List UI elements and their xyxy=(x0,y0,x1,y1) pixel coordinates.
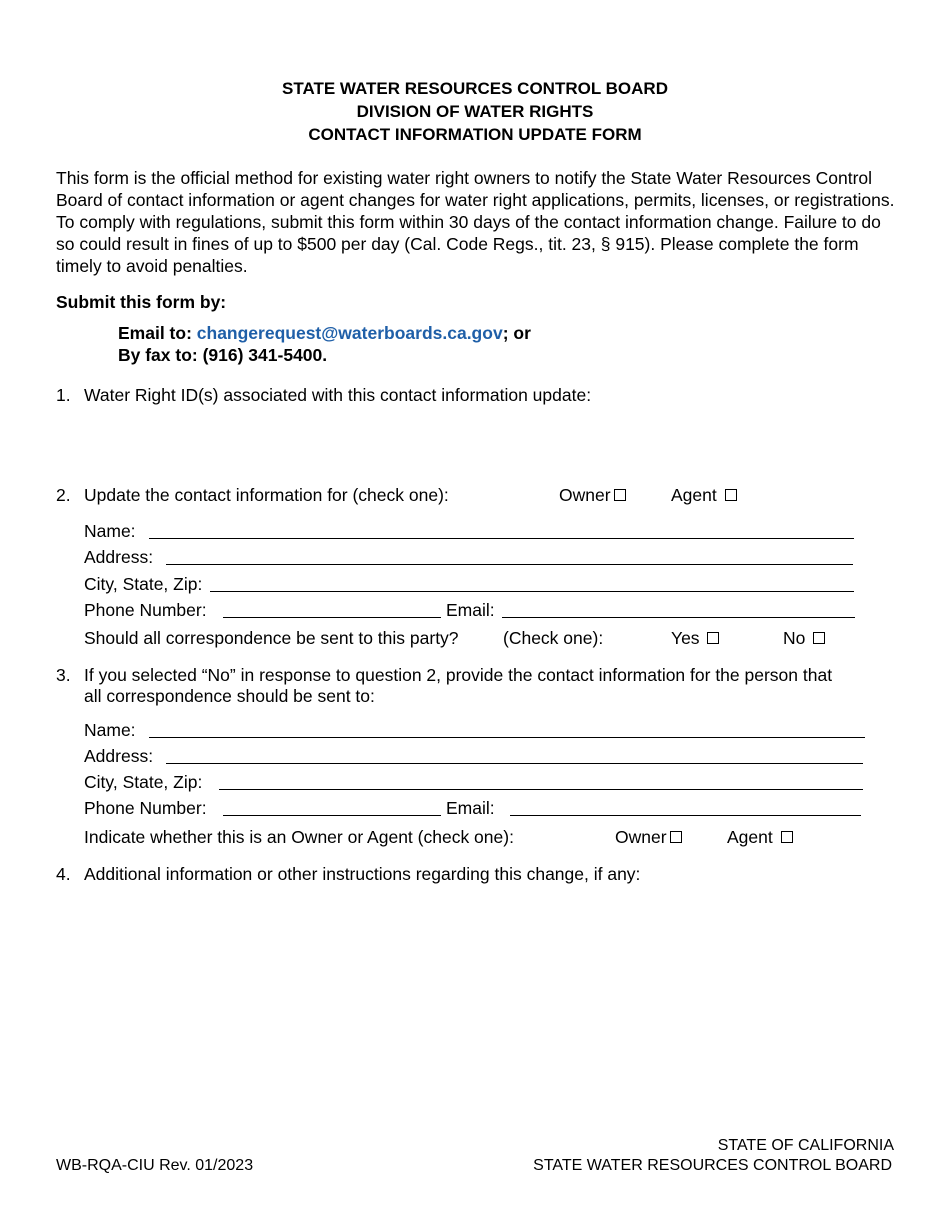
q3-name-field[interactable] xyxy=(149,737,865,738)
q2-no-option xyxy=(783,628,825,649)
q2-address-field[interactable] xyxy=(166,564,853,565)
fax-line: By fax to: (916) 341-5400. xyxy=(118,345,328,365)
q3-phone-label: Phone Number: xyxy=(84,798,207,818)
q2-owner-checkbox[interactable] xyxy=(614,489,626,501)
q3-email-field[interactable] xyxy=(510,815,861,816)
email-link[interactable]: changerequest@waterboards.ca.gov xyxy=(196,323,503,343)
q2-email-field[interactable] xyxy=(502,617,855,618)
q2-phone-label: Phone Number: xyxy=(84,600,207,620)
q2-correspondence-question: Should all correspondence be sent to this party? xyxy=(84,628,459,648)
q2-yes-checkbox[interactable] xyxy=(707,632,719,644)
q3-owner-label: Owner xyxy=(615,827,667,847)
q4-text: Additional information or other instructions regarding this change, if any: xyxy=(84,864,641,884)
q2-phone-field[interactable] xyxy=(223,617,441,618)
q2-email-label: Email: xyxy=(446,600,495,620)
footer-form-id: WB-RQA-CIU Rev. 01/2023 xyxy=(56,1157,254,1174)
q2-name-field[interactable] xyxy=(149,538,854,539)
q2-number: 2. xyxy=(56,485,71,505)
q3-email-label: Email: xyxy=(446,798,495,818)
q2-no-label: No xyxy=(783,628,806,648)
submit-heading: Submit this form by: xyxy=(56,292,227,312)
q2-agent-option xyxy=(671,485,737,506)
q3-city-field[interactable] xyxy=(219,789,863,790)
header-board: STATE WATER RESOURCES CONTROL BOARD xyxy=(282,79,668,98)
q2-city-label: City, State, Zip: xyxy=(84,574,203,594)
form-title: CONTACT INFORMATION UPDATE FORM xyxy=(308,125,642,144)
q2-owner-option xyxy=(559,485,626,506)
header-division: DIVISION OF WATER RIGHTS xyxy=(356,102,594,121)
q2-owner-label: Owner xyxy=(559,485,611,505)
q2-yes-label: Yes xyxy=(671,628,700,648)
q2-name-label: Name: xyxy=(84,521,136,541)
q2-address-label: Address: xyxy=(84,547,154,567)
q2-text: Update the contact information for (check one): xyxy=(84,485,449,505)
q3-number: 3. xyxy=(56,665,71,685)
q3-name-label: Name: xyxy=(84,720,136,740)
q3-city-label: City, State, Zip: xyxy=(84,772,203,792)
footer-board: STATE WATER RESOURCES CONTROL BOARD xyxy=(533,1157,892,1174)
email-suffix: ; or xyxy=(502,323,531,343)
q4-number: 4. xyxy=(56,864,71,884)
q3-agent-checkbox[interactable] xyxy=(781,831,793,843)
q2-check-one: (Check one): xyxy=(503,628,604,648)
q3-address-field[interactable] xyxy=(166,763,863,764)
q1-text: Water Right ID(s) associated with this contact information update: xyxy=(84,385,592,405)
q3-agent-option xyxy=(727,827,793,848)
q3-agent-label: Agent xyxy=(727,827,773,847)
intro-paragraph: This form is the official method for existing water right owners to notify the State Water Resources Control Board of contact information or agent changes for water right applications, permits, licenses, or registrations. To comply with regulations, submit this form within 30 days of the contact information change. Failure to do so could result in fines of up to $500 per day (Cal. Code Regs., tit. 23, § 915). Please complete the form timely to avoid penalties. xyxy=(56,168,895,276)
q2-agent-label: Agent xyxy=(671,485,717,505)
q2-yes-option xyxy=(671,628,719,649)
q2-no-checkbox[interactable] xyxy=(813,632,825,644)
email-line xyxy=(118,323,531,344)
footer-state: STATE OF CALIFORNIA xyxy=(717,1137,894,1154)
q1-number: 1. xyxy=(56,385,71,405)
q3-owner-checkbox[interactable] xyxy=(670,831,682,843)
q2-agent-checkbox[interactable] xyxy=(725,489,737,501)
q2-city-field[interactable] xyxy=(210,591,854,592)
q3-phone-field[interactable] xyxy=(223,815,441,816)
q3-text-line1: If you selected “No” in response to question 2, provide the contact information for the person that xyxy=(84,665,833,685)
q3-owner-option xyxy=(615,827,682,848)
q3-indicate-text: Indicate whether this is an Owner or Agent (check one): xyxy=(84,827,514,847)
email-prefix: Email to: xyxy=(118,323,197,343)
q3-address-label: Address: xyxy=(84,746,154,766)
q3-text-line2: all correspondence should be sent to: xyxy=(84,686,375,706)
